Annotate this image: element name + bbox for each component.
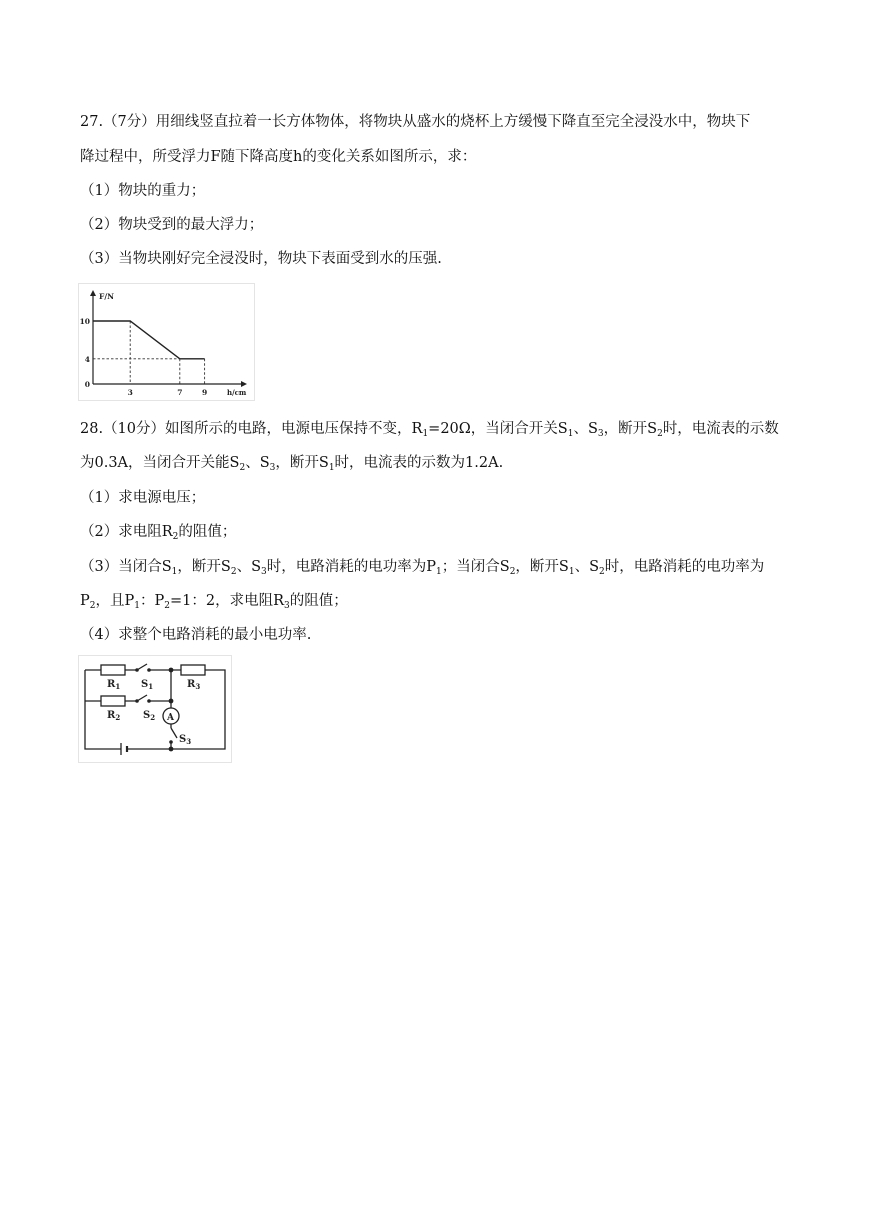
q28-subquestion-1: （1）求电源电压； bbox=[80, 490, 206, 506]
switch-s2-contact bbox=[147, 699, 151, 703]
q28-subquestion-2: （2）求电阻$R_2$的阻值； bbox=[80, 524, 237, 542]
q27-line-1: 27.（7分）用细线竖直拉着一长方体物体，将物块从盛水的烧杯上方缓慢下降直至完全浸没水中，物块下 bbox=[80, 114, 751, 130]
junction-middle bbox=[169, 699, 174, 704]
y-tick-label-4: 4 bbox=[84, 354, 90, 364]
chart-series bbox=[93, 321, 205, 359]
resistor-r2 bbox=[101, 696, 125, 706]
q27-subquestion-1: （1）物块的重力； bbox=[80, 183, 206, 199]
junction-bottom bbox=[169, 747, 174, 752]
ammeter-label: A bbox=[167, 713, 174, 723]
q27-line-2: 降过程中，所受浮力F随下降高度h的变化关系如图所示，求： bbox=[80, 149, 477, 165]
x-tick-label-3: 3 bbox=[127, 388, 133, 397]
x-tick-label-7: 7 bbox=[177, 388, 183, 397]
chart-labels bbox=[80, 292, 247, 397]
q27-subquestion-3: （3）当物块刚好完全浸没时，物块下表面受到水的压强. bbox=[80, 251, 442, 267]
switch-s3 bbox=[171, 728, 177, 738]
label-s2: $S_2$ bbox=[143, 710, 156, 722]
q28-subquestion-3-cont: $P_2$，且$P_1$：$P_2=1$：2，求电阻$R_3$的阻值； bbox=[80, 593, 348, 611]
label-s1: $S_1$ bbox=[141, 679, 154, 691]
resistor-r1 bbox=[101, 665, 125, 675]
switch-s1-contact bbox=[147, 668, 151, 672]
wire-left-bottom bbox=[85, 670, 171, 749]
x-axis-title: h/cm bbox=[227, 388, 247, 397]
q28-line-1: 28.（10分）如图所示的电路，电源电压保持不变，$R_1=20\Omega$，当闭合开关$S_1$、$S_3$，断开$S_2$时，电流表的示数 bbox=[80, 421, 779, 439]
switch-s2-pivot bbox=[135, 699, 139, 703]
label-r1: $R_1$ bbox=[107, 679, 121, 691]
y-axis-title: F/N bbox=[99, 292, 114, 301]
switch-s1-pivot bbox=[135, 668, 139, 672]
circuit-diagram-figure bbox=[78, 655, 232, 763]
x-axis-arrow bbox=[241, 381, 247, 387]
y-tick-label-0: 0 bbox=[84, 380, 90, 389]
y-axis-arrow bbox=[90, 290, 96, 296]
label-r2: $R_2$ bbox=[107, 710, 121, 722]
chart-axes bbox=[90, 290, 247, 387]
label-s3: $S_3$ bbox=[179, 734, 192, 746]
x-tick-label-9: 9 bbox=[201, 388, 208, 397]
q28-line-2: 为0.3A，当闭合开关能$S_2$、$S_3$，断开$S_1$时，电流表的示数为1.2A. bbox=[80, 455, 504, 473]
junction-top bbox=[169, 668, 174, 673]
buoyancy-chart bbox=[79, 284, 254, 400]
q28-subquestion-3: （3）当闭合$S_1$，断开$S_2$、$S_3$时，电路消耗的电功率为$P_1$；当闭合$S_2$，断开$S_1$、$S_2$时，电路消耗的电功率为 bbox=[80, 559, 765, 577]
series-line bbox=[93, 321, 205, 359]
switch-s3-contact bbox=[169, 740, 173, 744]
resistor-r3 bbox=[181, 665, 205, 675]
q27-subquestion-2: （2）物块受到的最大浮力； bbox=[80, 217, 264, 233]
q28-subquestion-4: （4）求整个电路消耗的最小电功率. bbox=[80, 627, 312, 643]
buoyancy-chart-figure bbox=[78, 283, 255, 401]
chart-guides bbox=[93, 321, 205, 384]
label-r3: $R_3$ bbox=[187, 679, 201, 691]
circuit-diagram bbox=[79, 656, 231, 762]
y-tick-label-10: 10 bbox=[79, 317, 90, 326]
